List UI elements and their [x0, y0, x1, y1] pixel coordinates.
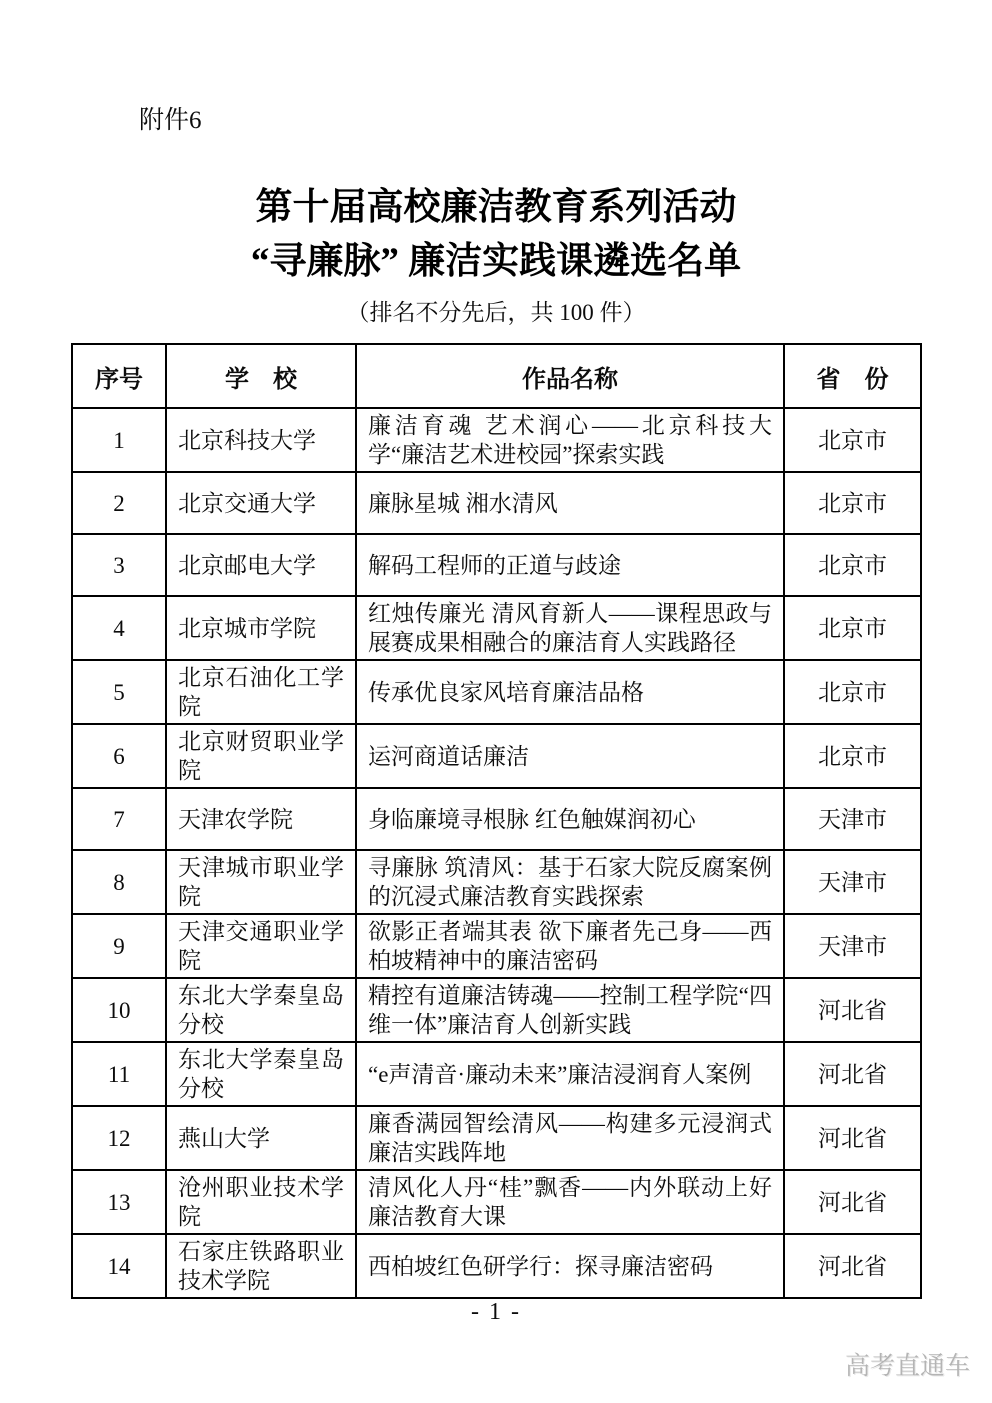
- table-row: [72, 660, 921, 724]
- cell-no: 8: [72, 850, 166, 914]
- cell-work: 西柏坡红色研学行：探寻廉洁密码: [356, 1234, 784, 1298]
- cell-school: 燕山大学: [166, 1106, 356, 1170]
- cell-school: 天津城市职业学院: [166, 850, 356, 914]
- cell-work: 清风化人丹“桂”飘香——内外联动上好廉洁教育大课: [356, 1170, 784, 1234]
- cell-no: 6: [72, 724, 166, 788]
- cell-school: 北京城市学院: [166, 596, 356, 660]
- cell-school: 北京财贸职业学院: [166, 724, 356, 788]
- cell-province: 北京市: [784, 408, 921, 472]
- cell-work: 运河商道话廉洁: [356, 724, 784, 788]
- selection-roster-table: [71, 343, 922, 1299]
- cell-province: 北京市: [784, 660, 921, 724]
- cell-school: 北京石油化工学院: [166, 660, 356, 724]
- header-school: 学 校: [166, 344, 356, 408]
- attachment-label: 附件6: [139, 107, 202, 134]
- cell-no: 9: [72, 914, 166, 978]
- cell-school: 沧州职业技术学院: [166, 1170, 356, 1234]
- cell-school: 北京科技大学: [166, 408, 356, 472]
- cell-work: 寻廉脉 筑清风：基于石家大院反腐案例的沉浸式廉洁教育实践探索: [356, 850, 784, 914]
- cell-school: 天津交通职业学院: [166, 914, 356, 978]
- cell-province: 河北省: [784, 1106, 921, 1170]
- watermark-text: 高考直通车: [844, 1352, 970, 1380]
- cell-province: 河北省: [784, 1170, 921, 1234]
- header-no: 序号: [72, 344, 166, 408]
- document-title: [0, 181, 992, 289]
- cell-work: 红烛传廉光 清风育新人——课程思政与展赛成果相融合的廉洁育人实践路径: [356, 596, 784, 660]
- cell-province: 北京市: [784, 724, 921, 788]
- cell-work: 精控有道廉洁铸魂——控制工程学院“四维一体”廉洁育人创新实践: [356, 978, 784, 1042]
- table-row: [72, 914, 921, 978]
- cell-province: 天津市: [784, 788, 921, 850]
- cell-school: 石家庄铁路职业技术学院: [166, 1234, 356, 1298]
- cell-province: 天津市: [784, 850, 921, 914]
- cell-province: 河北省: [784, 1234, 921, 1298]
- cell-no: 3: [72, 534, 166, 596]
- cell-work: 廉洁育魂 艺术润心——北京科技大学“廉洁艺术进校园”探索实践: [356, 408, 784, 472]
- cell-work: 廉香满园智绘清风——构建多元浸润式廉洁实践阵地: [356, 1106, 784, 1170]
- cell-province: 河北省: [784, 1042, 921, 1106]
- document-title-line2: “寻廉脉” 廉洁实践课遴选名单: [250, 241, 742, 282]
- cell-school: 北京邮电大学: [166, 534, 356, 596]
- table-row: [72, 788, 921, 850]
- document-title-line1: 第十届高校廉洁教育系列活动: [255, 187, 737, 228]
- cell-work: “e声清音·廉动未来”廉洁浸润育人案例: [356, 1042, 784, 1106]
- cell-province: 河北省: [784, 978, 921, 1042]
- header-province: 省 份: [784, 344, 921, 408]
- cell-no: 11: [72, 1042, 166, 1106]
- table-row: [72, 724, 921, 788]
- cell-no: 1: [72, 408, 166, 472]
- cell-no: 2: [72, 472, 166, 534]
- table-header-row: [72, 344, 921, 408]
- cell-province: 北京市: [784, 534, 921, 596]
- cell-work: 廉脉星城 湘水清风: [356, 472, 784, 534]
- header-work: 作品名称: [356, 344, 784, 408]
- table-row: [72, 1170, 921, 1234]
- cell-no: 14: [72, 1234, 166, 1298]
- cell-no: 10: [72, 978, 166, 1042]
- cell-school: 东北大学秦皇岛分校: [166, 978, 356, 1042]
- cell-no: 5: [72, 660, 166, 724]
- page-number: - 1 -: [471, 1299, 521, 1325]
- cell-school: 东北大学秦皇岛分校: [166, 1042, 356, 1106]
- table-row: [72, 850, 921, 914]
- table-row: [72, 472, 921, 534]
- cell-work: 解码工程师的正道与歧途: [356, 534, 784, 596]
- table-row: [72, 1106, 921, 1170]
- cell-work: 欲影正者端其表 欲下廉者先己身——西柏坡精神中的廉洁密码: [356, 914, 784, 978]
- cell-province: 北京市: [784, 472, 921, 534]
- document-subtitle: （排名不分先后，共 100 件）: [346, 300, 646, 325]
- table-row: [72, 534, 921, 596]
- cell-province: 天津市: [784, 914, 921, 978]
- table-row: [72, 978, 921, 1042]
- cell-province: 北京市: [784, 596, 921, 660]
- cell-no: 4: [72, 596, 166, 660]
- table-row: [72, 408, 921, 472]
- table-row: [72, 596, 921, 660]
- cell-school: 天津农学院: [166, 788, 356, 850]
- cell-no: 12: [72, 1106, 166, 1170]
- cell-school: 北京交通大学: [166, 472, 356, 534]
- cell-work: 传承优良家风培育廉洁品格: [356, 660, 784, 724]
- table-row: [72, 1234, 921, 1298]
- table-row: [72, 1042, 921, 1106]
- cell-no: 13: [72, 1170, 166, 1234]
- cell-no: 7: [72, 788, 166, 850]
- cell-work: 身临廉境寻根脉 红色触媒润初心: [356, 788, 784, 850]
